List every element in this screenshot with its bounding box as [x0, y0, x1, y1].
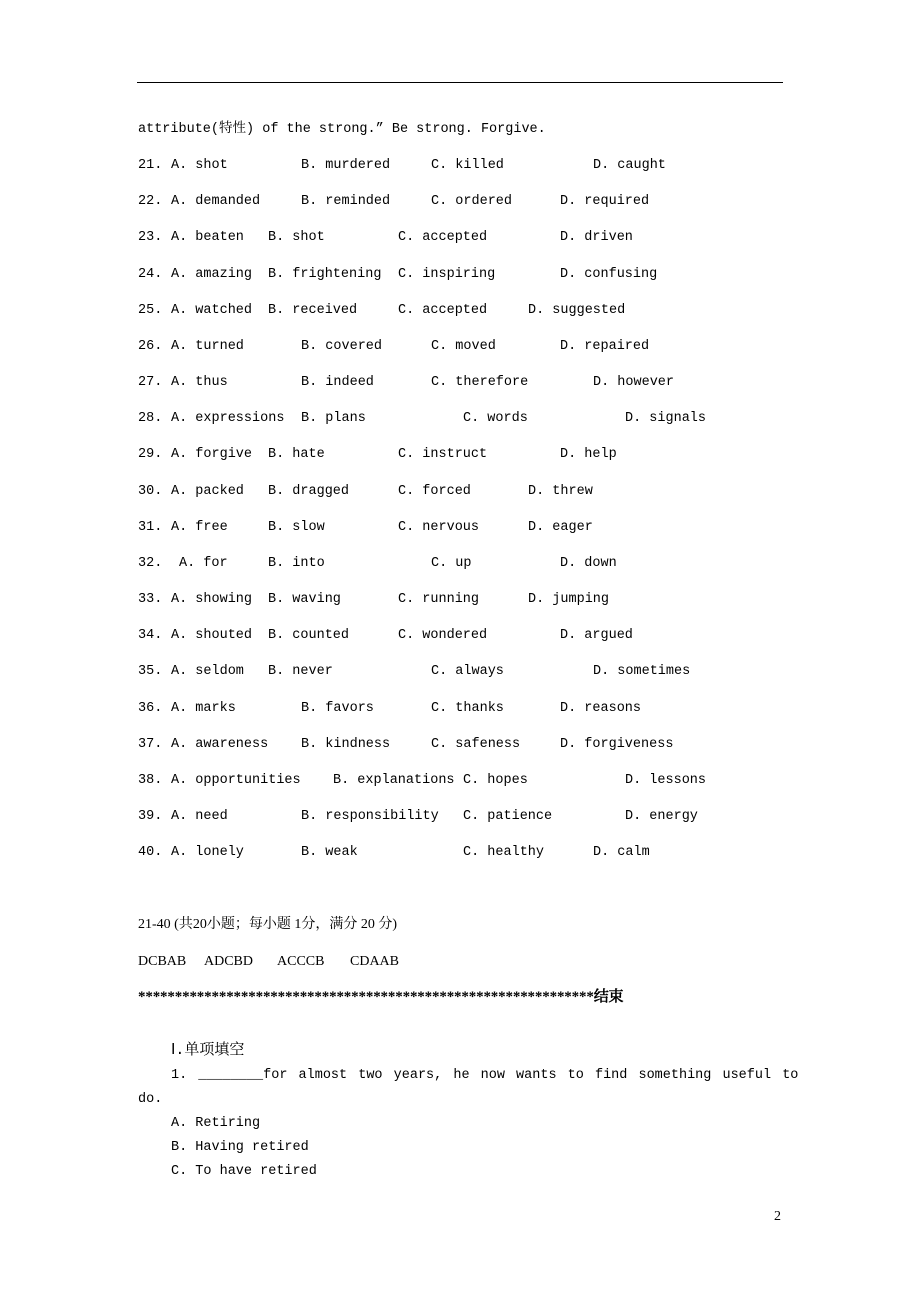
option-c: C. always [431, 664, 504, 680]
option-d: D. lessons [625, 772, 707, 788]
option-d: D. however [593, 375, 675, 391]
option-b: B. slow [268, 519, 325, 535]
question-number: 35. [138, 664, 163, 680]
option-a: A. seldom [171, 664, 244, 680]
option-c: C. accepted [398, 230, 488, 246]
answer-key-1: DCBAB [138, 954, 187, 969]
option-b: B. plans [301, 411, 366, 427]
option-c: C. healthy [463, 845, 545, 861]
question-number: 38. [138, 772, 163, 788]
option-b: B. hate [268, 447, 325, 463]
option-b: B. waving [268, 592, 341, 608]
option-d: D. calm [593, 845, 650, 861]
answer-header-text: 21-40 (共20小题；每小题 1分，满分 20 分) [138, 917, 397, 932]
option-a: A. packed [171, 483, 244, 499]
option-c: C. forced [398, 483, 471, 499]
option-b: B. covered [301, 338, 383, 354]
section-title: Ⅰ.单项填空 [171, 1042, 245, 1059]
option-d: D. threw [528, 483, 593, 499]
option-a: A. turned [171, 338, 244, 354]
page-number: 2 [774, 1209, 781, 1224]
question-number: 27. [138, 375, 163, 391]
option-b: B. kindness [301, 736, 391, 752]
option-d: D. driven [560, 230, 633, 246]
option-a: A. marks [171, 700, 236, 716]
option-c: C. moved [431, 338, 496, 354]
option-b: B. explanations [333, 772, 455, 788]
option-d: D. energy [625, 809, 698, 825]
option-c: C. killed [431, 158, 504, 173]
option-d: D. eager [528, 519, 593, 535]
separator-line: **************************************************************结束 [138, 989, 624, 1005]
answer-key-4: CDAAB [350, 954, 400, 969]
option-a: A. lonely [171, 845, 244, 861]
option-a: A. beaten [171, 230, 244, 246]
option-c: C. ordered [431, 194, 513, 210]
question-number: 40. [138, 845, 163, 861]
option-a: A. thus [171, 375, 228, 391]
option-d: D. reasons [560, 700, 642, 716]
option-d: D. forgiveness [560, 736, 674, 752]
option-b: B. responsibility [301, 809, 439, 825]
question-1-stem-cont: do. [138, 1092, 163, 1107]
option-c: C. accepted [398, 302, 488, 318]
option-b: B. weak [301, 845, 358, 861]
option-b: B. counted [268, 628, 350, 644]
option-a: A. awareness [171, 736, 269, 752]
option-b: B. shot [268, 230, 325, 246]
answer-key-2: ADCBD [204, 954, 254, 969]
option-c: C. nervous [398, 519, 480, 535]
answer-key-3: ACCCB [277, 954, 325, 969]
option-d: D. signals [625, 411, 707, 427]
question-number: 39. [138, 809, 163, 825]
option-d: D. sometimes [593, 664, 691, 680]
question-number: 31. [138, 519, 163, 535]
question-number: 24. [138, 266, 163, 282]
question-number: 36. [138, 700, 163, 716]
intro-line: attribute(特性) of the strong.” Be strong. Forgive. [138, 122, 546, 137]
option-c: C. up [431, 555, 472, 571]
option-c: C. hopes [463, 772, 528, 788]
question-number: 21. [138, 158, 163, 173]
option-b: B. into [268, 555, 325, 571]
option-b: B. murdered [301, 158, 391, 173]
option-a: A. free [171, 519, 228, 535]
option-d: D. caught [593, 158, 666, 173]
option-c: C. patience [463, 809, 553, 825]
question-number: 26. [138, 338, 163, 354]
question-1-stem: 1. ________for almost two years, he now wants to find something useful to [171, 1068, 799, 1083]
option-b: B. indeed [301, 375, 374, 391]
option-a: A. need [171, 809, 228, 825]
option-c: C. inspiring [398, 266, 496, 282]
option-d: D. required [560, 194, 650, 210]
option-d: D. suggested [528, 302, 626, 318]
option-a: A. amazing [171, 266, 253, 282]
question-number: 37. [138, 736, 163, 752]
option-c: C. safeness [431, 736, 521, 752]
option-c: C. running [398, 592, 480, 608]
option-c: C. wondered [398, 628, 488, 644]
option-c: C. therefore [431, 375, 529, 391]
option-a: A. demanded [171, 194, 261, 210]
question-1-option-b: B. Having retired [171, 1140, 309, 1155]
option-b: B. reminded [301, 194, 391, 210]
option-a: A. shouted [171, 628, 253, 644]
option-a: A. watched [171, 302, 253, 318]
option-d: D. help [560, 447, 617, 463]
option-b: B. dragged [268, 483, 350, 499]
option-a: A. opportunities [171, 772, 301, 788]
question-number: 32. [138, 555, 163, 571]
option-b: B. never [268, 664, 333, 680]
option-a: A. for [179, 555, 228, 571]
question-number: 25. [138, 302, 163, 318]
question-number: 33. [138, 592, 163, 608]
option-b: B. frightening [268, 266, 382, 282]
option-d: D. argued [560, 628, 633, 644]
option-a: A. forgive [171, 447, 253, 463]
question-number: 22. [138, 194, 163, 210]
option-d: D. repaired [560, 338, 650, 354]
question-number: 23. [138, 230, 163, 246]
option-c: C. instruct [398, 447, 488, 463]
header-rule [137, 82, 783, 83]
question-number: 30. [138, 483, 163, 499]
question-number: 34. [138, 628, 163, 644]
option-c: C. words [463, 411, 528, 427]
option-d: D. confusing [560, 266, 658, 282]
question-1-option-a: A. Retiring [171, 1116, 261, 1131]
question-number: 29. [138, 447, 163, 463]
option-b: B. favors [301, 700, 374, 716]
option-c: C. thanks [431, 700, 504, 716]
option-d: D. down [560, 555, 617, 571]
question-number: 28. [138, 411, 163, 427]
option-a: A. expressions [171, 411, 285, 427]
answer-header [138, 917, 397, 934]
option-b: B. received [268, 302, 358, 318]
question-1-option-c: C. To have retired [171, 1164, 317, 1179]
option-a: A. shot [171, 158, 228, 173]
option-a: A. showing [171, 592, 253, 608]
option-d: D. jumping [528, 592, 610, 608]
